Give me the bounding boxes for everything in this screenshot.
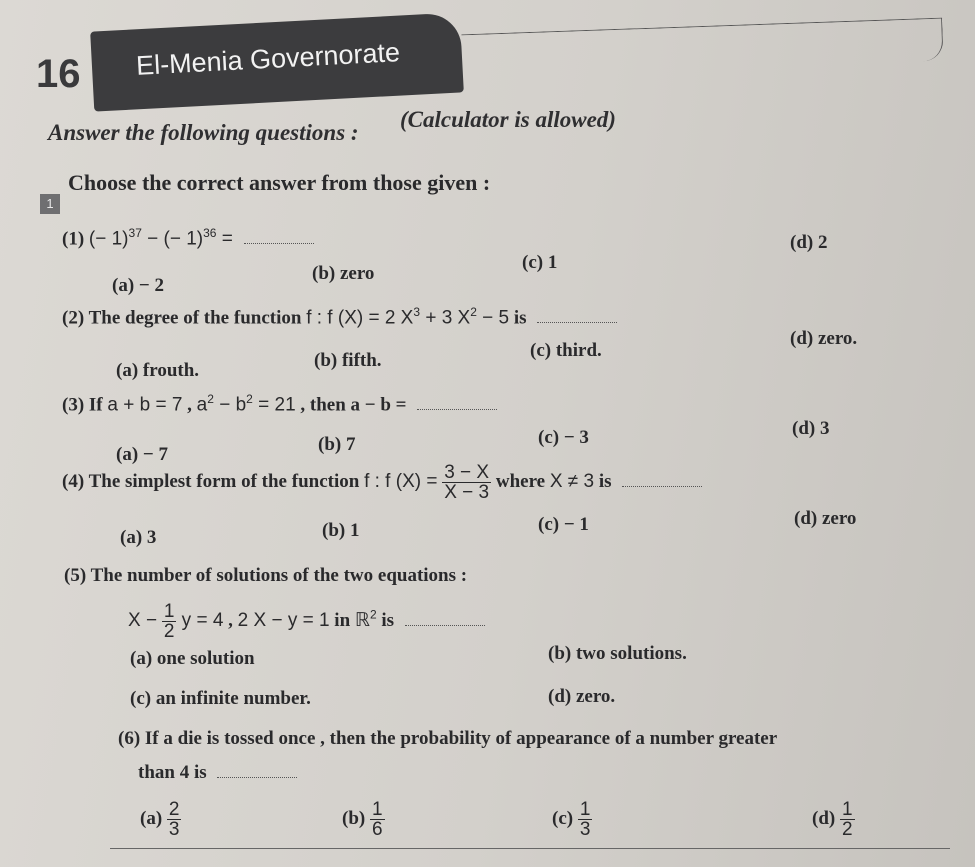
page-number: 16: [36, 52, 81, 96]
q6-option-d: (d) $\frac{1}{2}$: [812, 799, 853, 840]
answer-blank: [405, 625, 485, 626]
fraction: $\frac{1}{6}$: [371, 799, 383, 840]
section-title: Choose the correct answer from those given :: [68, 170, 491, 195]
question-number: (2): [62, 307, 85, 329]
q5-option-d: (d) zero.: [548, 686, 616, 707]
q3-option-b: (b) 7: [318, 434, 356, 455]
q2-option-b: (b) fifth.: [314, 350, 382, 371]
calculator-note: (Calculator is allowed): [400, 107, 616, 132]
instructions-heading: Answer the following questions :: [48, 120, 359, 145]
question-number: (4): [62, 470, 85, 492]
answer-blank: [417, 409, 497, 410]
q5-option-b: (b) two solutions.: [548, 643, 687, 664]
q1-option-b: (b) zero: [312, 263, 375, 284]
question-6: (6) If a die is tossed once , then the probability of appearance of a number greater: [118, 728, 778, 749]
question-6-continued: than 4 is: [138, 762, 297, 784]
q4-option-d: (d) zero: [794, 508, 857, 529]
q5-option-c: (c) an infinite number.: [130, 688, 311, 709]
q3-option-c: (c) − 3: [538, 427, 589, 448]
q6-option-c: (c) $\frac{1}{3}$: [552, 799, 591, 840]
question-1: (1) (− 1)$^{37}$ − (− 1)$^{36}$ =: [62, 226, 314, 250]
q4-option-a: (a) 3: [120, 527, 157, 548]
bottom-divider: [110, 848, 950, 849]
question-5-equations: X − $\frac{1}{2}$ y = 4 , 2 X − y = 1 in ℝ$^2$ is: [128, 602, 485, 641]
q1-option-d: (d) 2: [790, 232, 828, 253]
q1-option-a: (a) − 2: [112, 275, 164, 296]
q3-option-a: (a) − 7: [116, 444, 168, 465]
fraction: $\frac{2}{3}$: [168, 799, 180, 840]
question-3: (3) If a + b = 7 , $a^2 - b^2 = 21$ , then a − b =: [62, 392, 497, 416]
q6-option-b: (b) $\frac{1}{6}$: [342, 799, 383, 840]
answer-blank: [537, 322, 617, 323]
q2-option-d: (d) zero.: [790, 328, 858, 349]
question-5: (5) The number of solutions of the two equations :: [64, 565, 468, 586]
q2-option-c: (c) third.: [530, 340, 602, 361]
q4-option-c: (c) − 1: [538, 514, 589, 535]
fraction: $\frac{1}{2}$: [163, 601, 175, 642]
question-4: (4) The simplest form of the function f : f (X) = $\frac{3 - X}{X - 3}$ where X ≠ 3 is: [62, 463, 702, 502]
answer-blank: [622, 486, 702, 487]
q4-option-b: (b) 1: [322, 520, 360, 541]
question-2: (2) The degree of the function f : f (X) = 2 $X^3 + 3$ $X^2 - 5$ is: [62, 305, 617, 329]
answer-blank: [217, 777, 297, 778]
q3-option-d: (d) 3: [792, 418, 830, 439]
governorate-title: El-Menia Governorate: [135, 37, 401, 81]
question-number: (6): [118, 728, 141, 749]
q2-option-a: (a) frouth.: [116, 360, 200, 381]
fraction: $\frac{1}{2}$: [841, 799, 853, 840]
question-number: (5): [64, 565, 87, 586]
question-number: (3): [62, 394, 85, 416]
answer-blank: [244, 243, 314, 244]
banner-outline: [461, 18, 943, 78]
q6-option-a: (a) $\frac{2}{3}$: [140, 799, 180, 840]
fraction: $\frac{1}{3}$: [579, 799, 591, 840]
fraction: $\frac{3 - X}{X - 3}$: [444, 462, 490, 503]
q5-option-a: (a) one solution: [130, 648, 255, 669]
question-number: (1): [62, 228, 85, 250]
section-number-icon: 1: [40, 194, 60, 214]
q1-option-c: (c) 1: [522, 252, 558, 273]
